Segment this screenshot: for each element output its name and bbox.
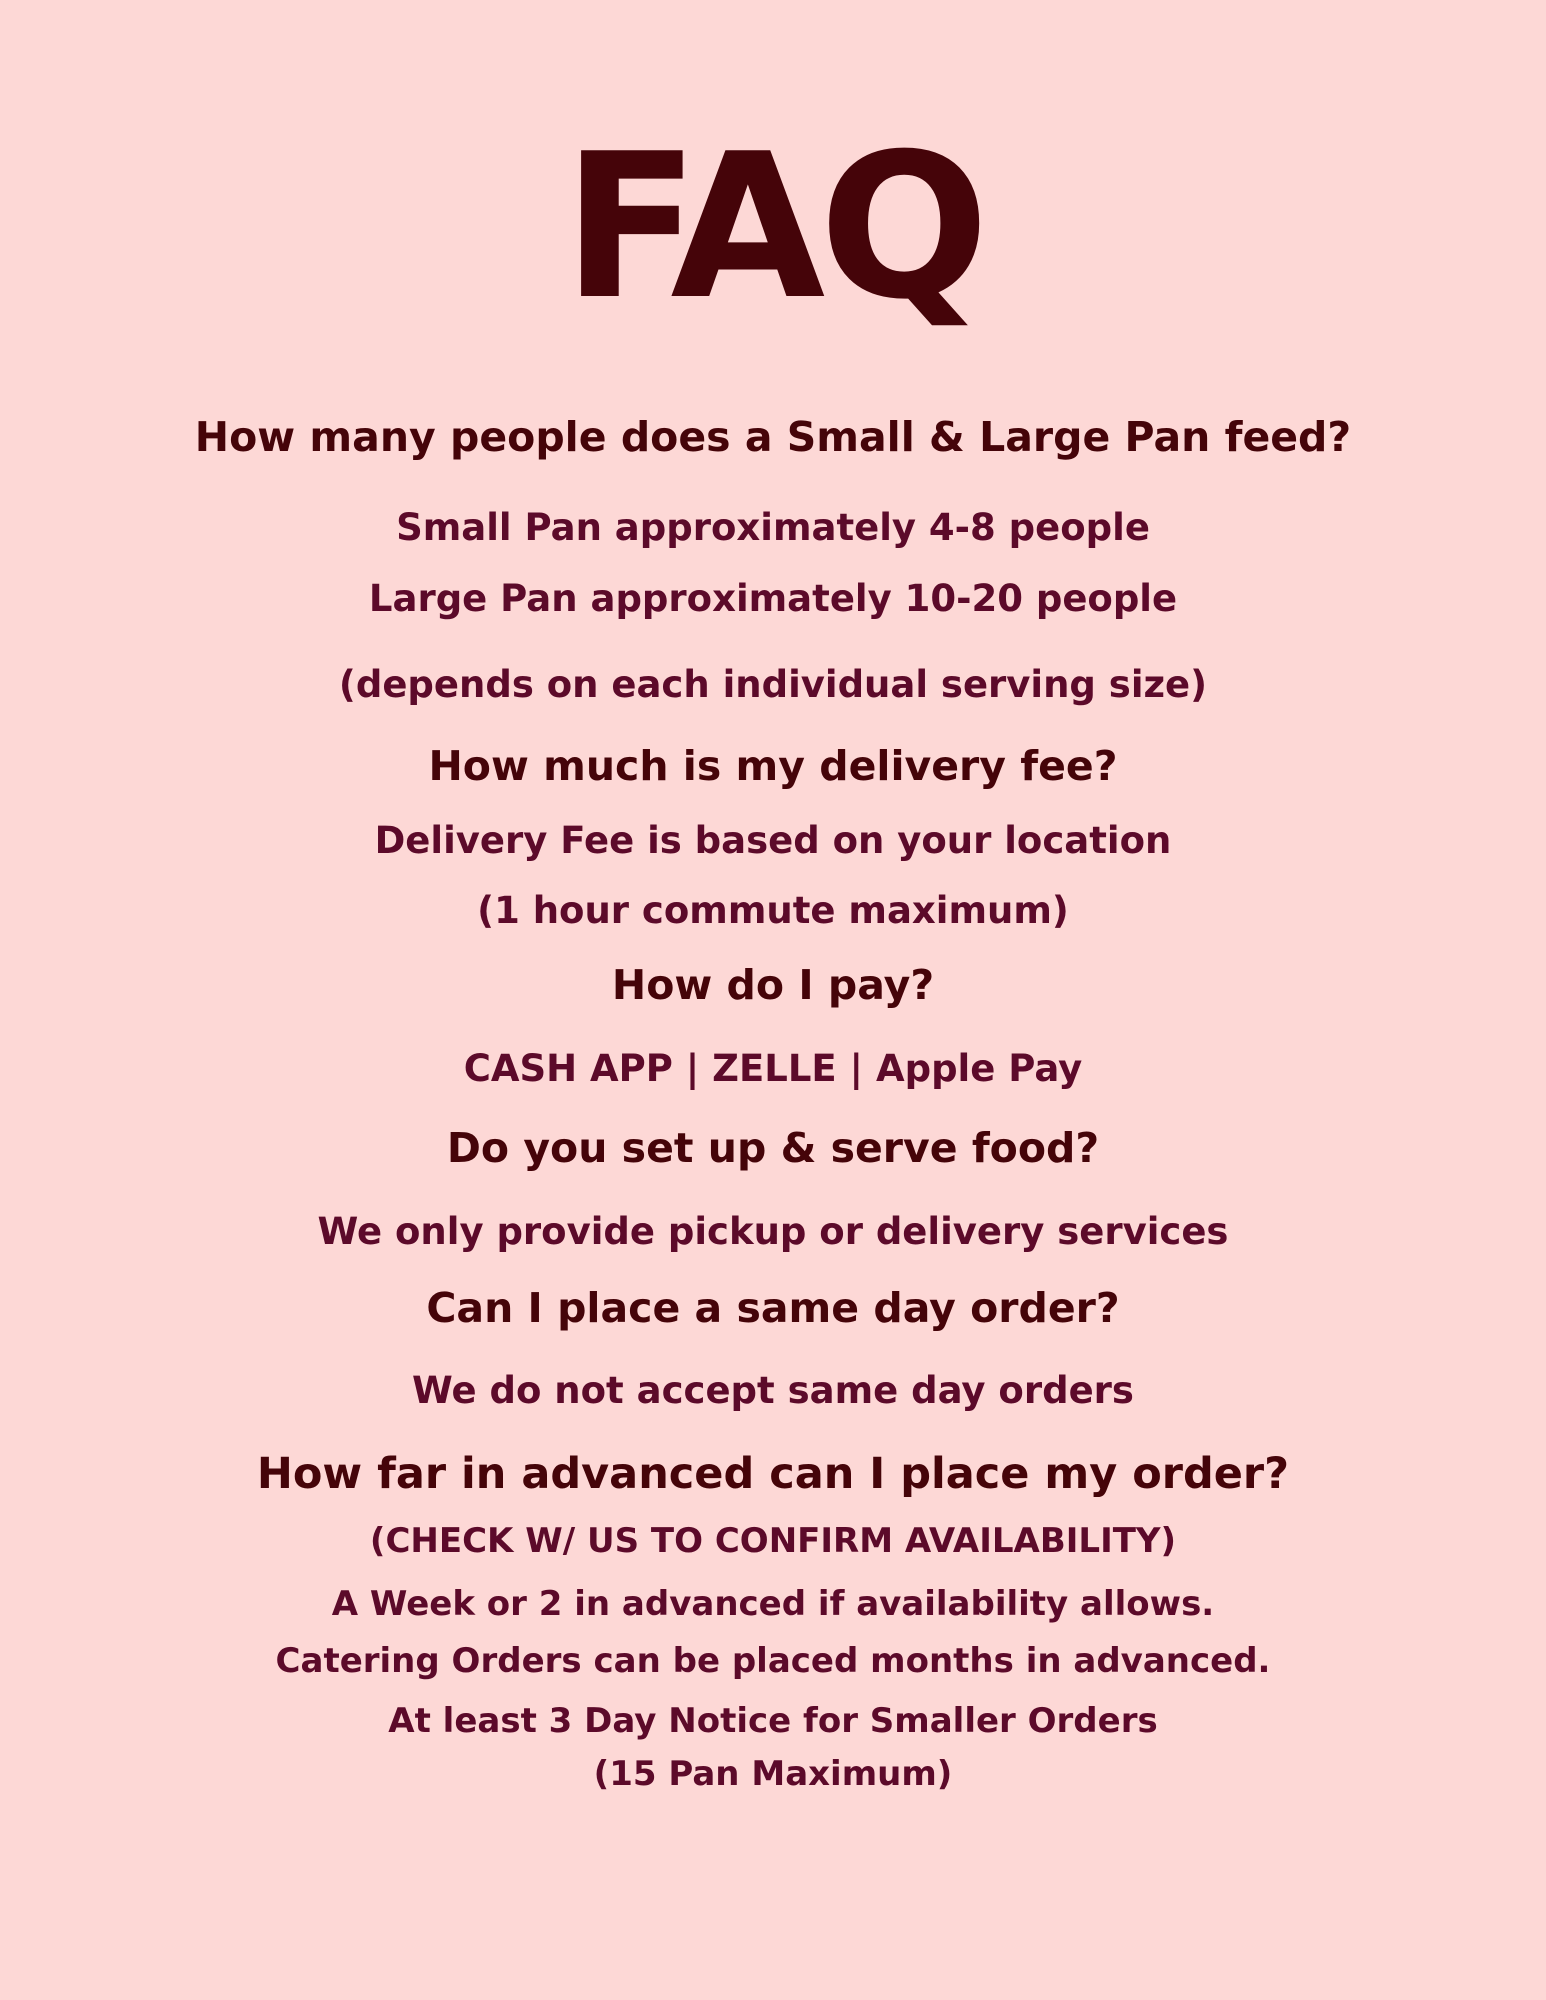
page-title: FAQ <box>562 111 984 344</box>
faq-answer-no-same-day: We do not accept same day orders <box>412 1369 1134 1412</box>
faq-answer-small-pan: Small Pan approximately 4-8 people <box>396 506 1150 549</box>
faq-question-setup: Do you set up & serve food? <box>446 1124 1100 1172</box>
faq-question-delivery-fee: How much is my delivery fee? <box>428 742 1118 790</box>
faq-answer-serving-note: (depends on each individual serving size) <box>338 663 1208 706</box>
faq-question-advance: How far in advanced can I place my order? <box>256 1449 1290 1499</box>
faq-answer-week-advance: A Week or 2 in advanced if availability allows. <box>331 1584 1215 1624</box>
faq-question-pan-size: How many people does a Small & Large Pan feed? <box>194 413 1352 461</box>
faq-answer-payment-methods: CASH APP | ZELLE | Apple Pay <box>463 1047 1083 1090</box>
faq-answer-commute-limit: (1 hour commute maximum) <box>477 889 1069 932</box>
faq-answer-pickup-delivery: We only provide pickup or delivery services <box>317 1210 1229 1253</box>
faq-answer-delivery-location: Delivery Fee is based on your location <box>374 819 1172 862</box>
faq-answer-large-pan: Large Pan approximately 10-20 people <box>368 577 1178 620</box>
faq-answer-catering-orders: Catering Orders can be placed months in advanced. <box>275 1641 1271 1681</box>
faq-answer-smaller-orders: At least 3 Day Notice for Smaller Orders <box>388 1701 1158 1741</box>
faq-question-payment: How do I pay? <box>611 961 935 1009</box>
faq-question-same-day: Can I place a same day order? <box>426 1284 1120 1332</box>
faq-answer-pan-maximum: (15 Pan Maximum) <box>593 1754 953 1794</box>
faq-answer-confirm-availability: (CHECK W/ US TO CONFIRM AVAILABILITY) <box>369 1521 1177 1561</box>
